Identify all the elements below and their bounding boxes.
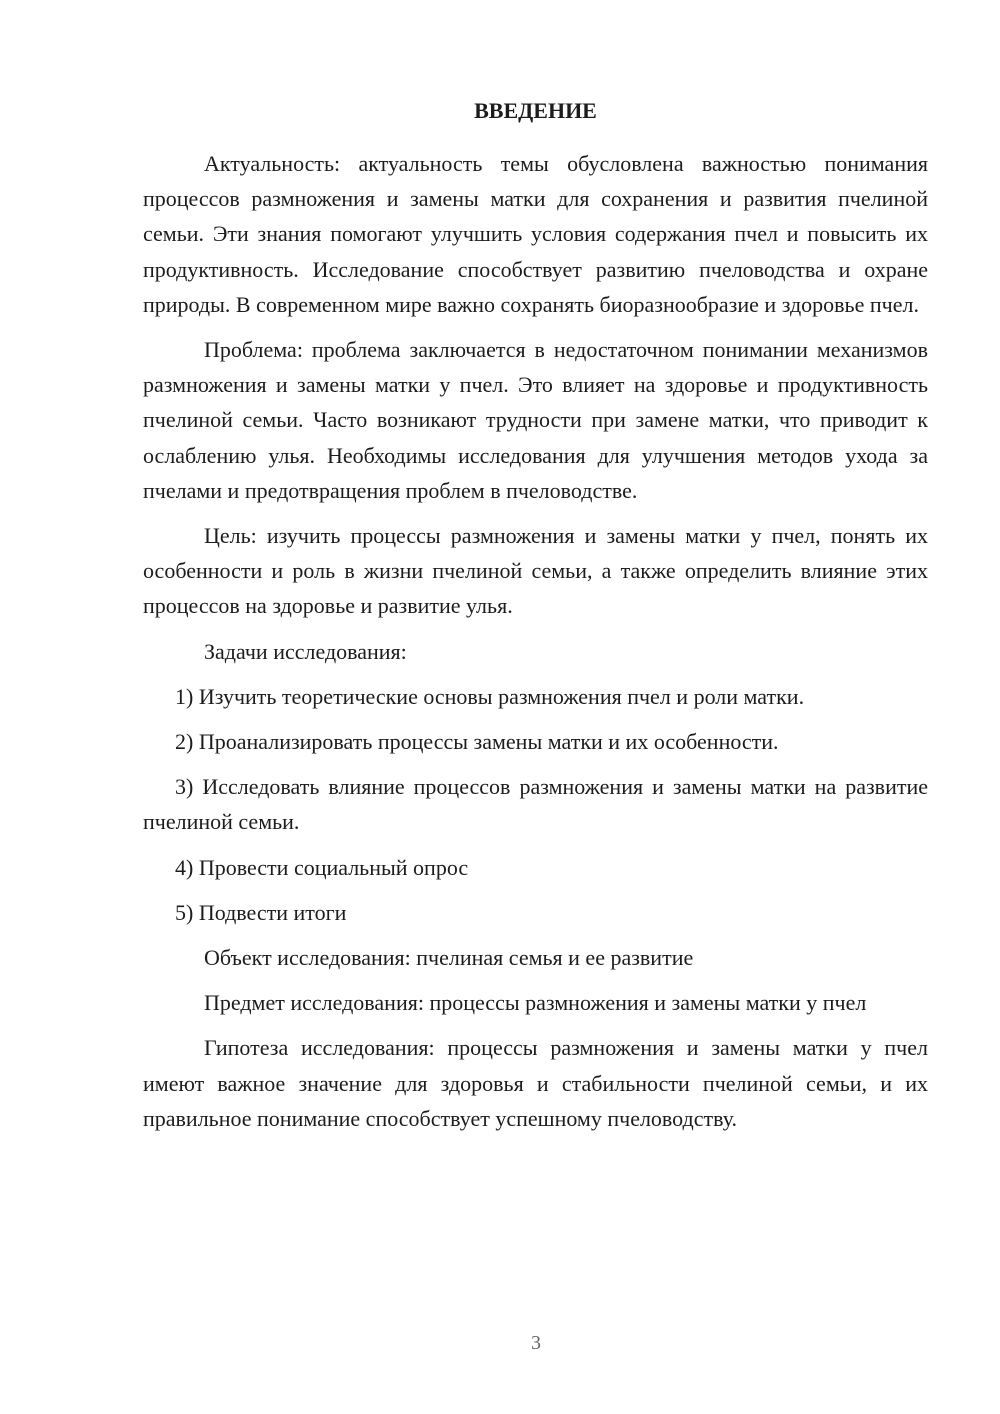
section-title: ВВЕДЕНИЕ (474, 98, 597, 123)
page-content (143, 93, 928, 1146)
task-item: 5) Подвести итоги (175, 899, 347, 925)
task-item: 2) Проанализировать процессы замены матки и их особенности. (175, 729, 779, 755)
goal-paragraph: Цель: изучить процессы размножения и замены матки у пчел, понять их особенности и роль в жизни пчелиной семьи, а также определить влияние этих процессов на здоровье и развитие улья. (143, 523, 928, 619)
task-item: 4) Провести социальный опрос (175, 854, 469, 880)
hypothesis-paragraph: Гипотеза исследования: процессы размножения и замены матки у пчел имеют важное значение для здоровья и стабильности пчелиной семьи, и их правильное понимание способствует успешному пчеловодству. (143, 1035, 928, 1131)
page-number: 3 (531, 1332, 541, 1354)
relevance-paragraph: Актуальность: актуальность темы обусловлена важностью понимания процессов размножения и замены матки для сохранения и развития пчелиной семьи. Эти знания помогают улучшить условия содержания пчел и повысить их продуктивность. Исследование способствует развитию пчеловодства и охране природы. В современном мире важно сохранять биоразнообразие и здоровье пчел. (143, 151, 928, 317)
subject-paragraph: Предмет исследования: процессы размножения и замены матки у пчел (204, 990, 867, 1016)
task-item: 1) Изучить теоретические основы размножения пчел и роли матки. (175, 683, 805, 709)
tasks-heading: Задачи исследования: (204, 638, 407, 664)
object-paragraph: Объект исследования: пчелиная семья и ее развитие (204, 945, 694, 971)
problem-paragraph: Проблема: проблема заключается в недостаточном понимании механизмов размножения и замены матки у пчел. Это влияет на здоровье и продуктивность пчелиной семьи. Часто возникают трудности при замене матки, что приводит к ослаблению улья. Необходимы исследования для улучшения методов ухода за пчелами и предотвращения проблем в пчеловодстве. (143, 337, 928, 503)
task-item: 3) Исследовать влияние процессов размножения и замены матки на развитие пчелиной семьи. (143, 774, 928, 835)
